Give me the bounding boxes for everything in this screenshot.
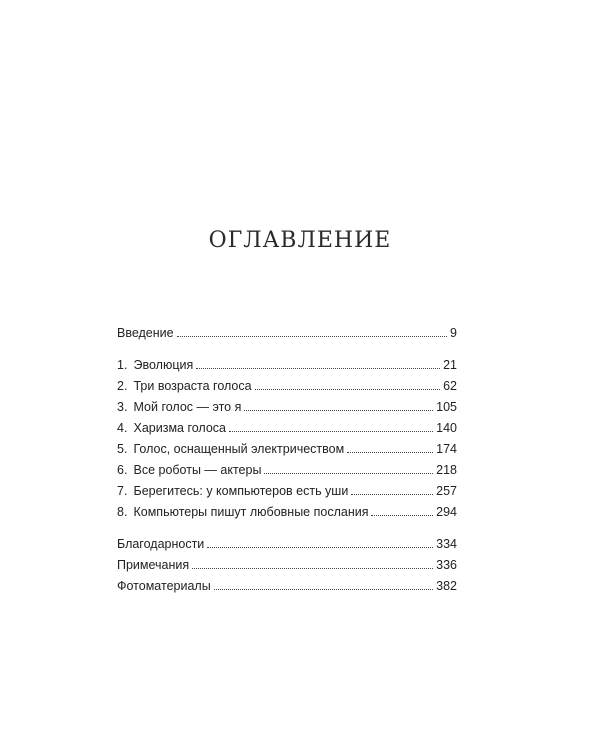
chapter-number: 2. bbox=[117, 379, 128, 393]
toc-entry-page: 21 bbox=[443, 358, 457, 372]
toc-entry-page: 382 bbox=[436, 579, 457, 593]
dot-leader bbox=[214, 589, 433, 590]
toc-entry-intro bbox=[117, 326, 457, 347]
toc-entry-chapter-5 bbox=[117, 442, 457, 463]
toc-entry-chapter-7 bbox=[117, 484, 457, 505]
toc-entry-chapter-3 bbox=[117, 400, 457, 421]
chapter-number: 5. bbox=[117, 442, 128, 456]
toc-entry-chapter-8 bbox=[117, 505, 457, 526]
chapter-number: 7. bbox=[117, 484, 128, 498]
dot-leader bbox=[255, 389, 441, 390]
toc-entry-label: Голос, оснащенный электричеством bbox=[133, 442, 345, 456]
toc-entry-label: Фотоматериалы bbox=[117, 579, 211, 593]
toc-entry-page: 105 bbox=[436, 400, 457, 414]
toc-entry-page: 294 bbox=[436, 505, 457, 519]
toc-entry-notes bbox=[117, 558, 457, 579]
dot-leader bbox=[244, 410, 433, 411]
toc-entry-label: Благодарности bbox=[117, 537, 205, 551]
toc-entry-page: 174 bbox=[436, 442, 457, 456]
dot-leader bbox=[229, 431, 433, 432]
toc-entry-label: Харизма голоса bbox=[133, 421, 227, 435]
toc-entry-page: 62 bbox=[443, 379, 457, 393]
toc-entry-page: 336 bbox=[436, 558, 457, 572]
toc-entry-label: Примечания bbox=[117, 558, 190, 572]
toc-entry-acknowledgements bbox=[117, 537, 457, 558]
dot-leader bbox=[347, 452, 433, 453]
dot-leader bbox=[371, 515, 433, 516]
toc-entry-page: 140 bbox=[436, 421, 457, 435]
table-of-contents bbox=[117, 326, 457, 600]
toc-entry-page: 257 bbox=[436, 484, 457, 498]
chapter-number: 1. bbox=[117, 358, 128, 372]
toc-entry-label: Эволюция bbox=[133, 358, 194, 372]
chapter-number: 6. bbox=[117, 463, 128, 477]
page-title: ОГЛАВЛЕНИЕ bbox=[208, 228, 392, 253]
chapter-number: 4. bbox=[117, 421, 128, 435]
toc-entry-page: 9 bbox=[450, 326, 457, 340]
chapter-number: 8. bbox=[117, 505, 128, 519]
dot-leader bbox=[351, 494, 433, 495]
dot-leader bbox=[196, 368, 440, 369]
toc-entry-label: Три возраста голоса bbox=[133, 379, 252, 393]
toc-entry-chapter-6 bbox=[117, 463, 457, 484]
toc-entry-label: Введение bbox=[117, 326, 174, 340]
chapter-number: 3. bbox=[117, 400, 128, 414]
toc-entry-chapter-1 bbox=[117, 358, 457, 379]
toc-entry-label: Мой голос — это я bbox=[133, 400, 242, 414]
dot-leader bbox=[264, 473, 433, 474]
dot-leader bbox=[192, 568, 433, 569]
toc-entry-label: Компьютеры пишут любовные послания bbox=[133, 505, 369, 519]
dot-leader bbox=[177, 336, 447, 337]
toc-entry-photos bbox=[117, 579, 457, 600]
toc-entry-label: Все роботы — актеры bbox=[133, 463, 262, 477]
toc-entry-chapter-2 bbox=[117, 379, 457, 400]
toc-entry-label: Берегитесь: у компьютеров есть уши bbox=[133, 484, 349, 498]
dot-leader bbox=[207, 547, 433, 548]
toc-entry-page: 218 bbox=[436, 463, 457, 477]
toc-entry-chapter-4 bbox=[117, 421, 457, 442]
toc-entry-page: 334 bbox=[436, 537, 457, 551]
